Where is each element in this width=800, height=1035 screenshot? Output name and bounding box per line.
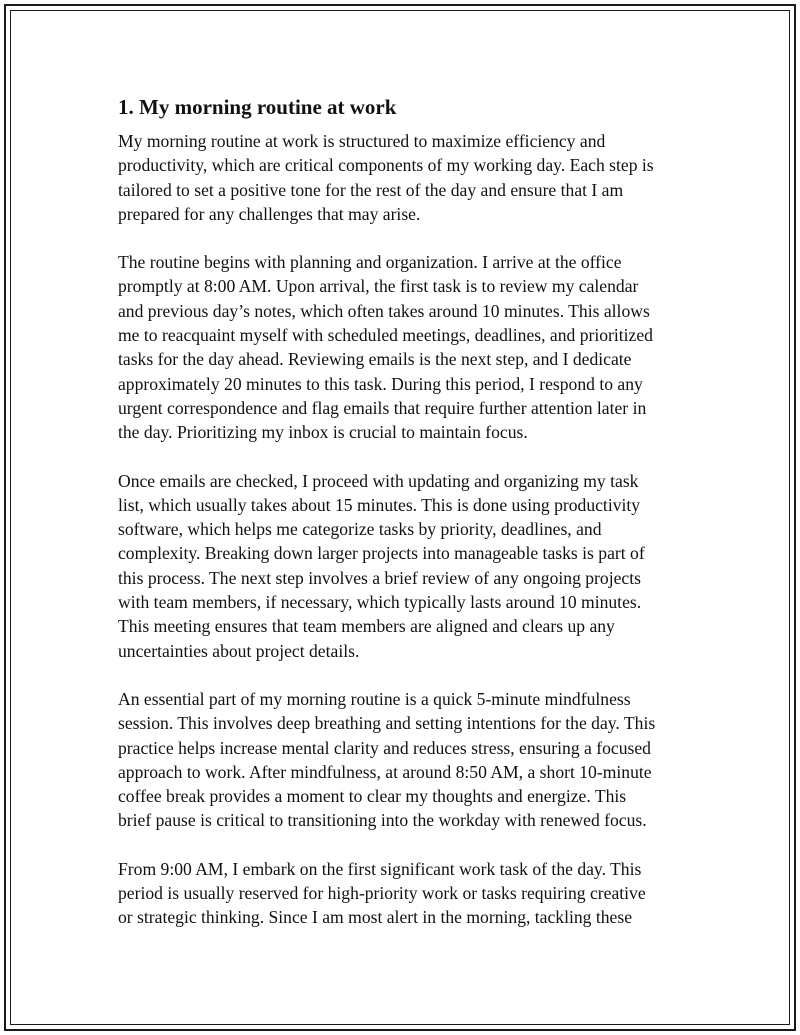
paragraph-intro: My morning routine at work is structured to maximize efficiency and productivity, which are critical components of my working day. Each step is tailored to set a positive tone for the rest of the day and ensure that I am prepared for any challenges that may arise. xyxy=(118,131,654,224)
document-body xyxy=(118,93,686,954)
section-heading: 1. My morning routine at work xyxy=(118,95,397,119)
paragraph-planning: The routine begins with planning and organization. I arrive at the office promptly at 8:00 AM. Upon arrival, the first task is to review my calendar and previous day’s notes, which often takes around 10 minutes. This allows me to reacquaint myself with scheduled meetings, deadlines, and prioritized tasks for the day ahead. Reviewing emails is the next step, and I dedicate approximately 20 minutes to this task. During this period, I respond to any urgent correspondence and flag emails that require further attention later in the day. Prioritizing my inbox is crucial to maintain focus. xyxy=(118,252,653,443)
paragraph-first-task: From 9:00 AM, I embark on the first significant work task of the day. This period is usually reserved for high-priority work or tasks requiring creative or strategic thinking. Since I am most alert in the morning, tackling these xyxy=(118,858,646,928)
paragraph-task-list: Once emails are checked, I proceed with updating and organizing my task list, which usually takes about 15 minutes. This is done using productivity software, which helps me categorize tasks by priority, deadlines, and complexity. Breaking down larger projects into manageable tasks is part of this process. The next step involves a brief review of any ongoing projects with team members, if necessary, which typically lasts around 10 minutes. This meeting ensures that team members are aligned and clears up any uncertainties about project details. xyxy=(118,470,645,661)
paragraph-mindfulness: An essential part of my morning routine is a quick 5-minute mindfulness session. This involves deep breathing and setting intentions for the day. This practice helps increase mental clarity and reduces stress, ensuring a focused approach to work. After mindfulness, at around 8:50 AM, a short 10-minute coffee break provides a moment to clear my thoughts and energize. This brief pause is critical to transitioning into the workday with renewed focus. xyxy=(118,688,656,831)
